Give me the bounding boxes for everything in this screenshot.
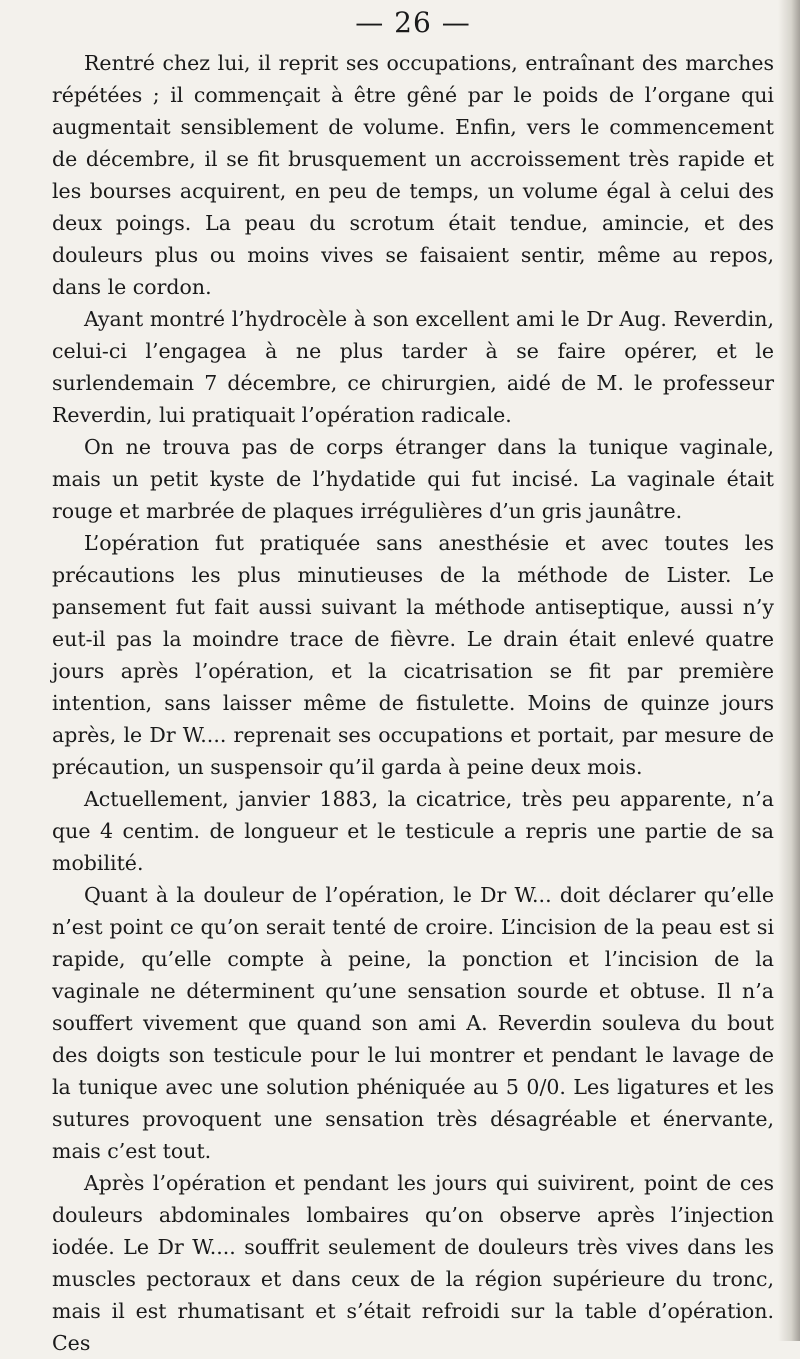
page-number: — 26 — — [355, 6, 471, 39]
paragraph-3: On ne trouva pas de corps étranger dans la tunique vaginale, mais un petit kyste de l’hydatide qui fut incisé. La vaginale était rouge et marbrée de plaques irrégulières d’un gris jaunâtre. — [52, 434, 774, 523]
page-edge-shadow — [778, 0, 800, 1341]
document-page — [52, 8, 774, 1359]
paragraph-5: Actuellement, janvier 1883, la cicatrice, très peu apparente, n’a que 4 centim. de longueur et le testicule a repris une partie de sa mobilité. — [52, 786, 774, 875]
paragraph-4: L’opération fut pratiquée sans anesthésie et avec toutes les précautions les plus minutieuses de la méthode de Lister. Le pansement fut fait aussi suivant la méthode antiseptique, aussi n’y eut-il pas la moindre trace de fièvre. Le drain était enlevé quatre jours après l’opération, et la cicatrisation se fit par première intention, sans laisser même de fistulette. Moins de quinze jours après, le Dr W.... reprenait ses occupations et portait, par mesure de précaution, un suspensoir qu’il garda à peine deux mois. — [52, 530, 774, 779]
paragraph-2: Ayant montré l’hydrocèle à son excellent ami le Dr Aug. Reverdin, celui-ci l’engagea à ne plus tarder à se faire opérer, et le surlendemain 7 décembre, ce chirurgien, aidé de M. le professeur Reverdin, lui pratiquait l’opération radicale. — [52, 306, 774, 427]
paragraph-6: Quant à la douleur de l’opération, le Dr W... doit déclarer qu’elle n’est point ce qu’on serait tenté de croire. L’incision de la peau est si rapide, qu’elle compte à peine, la ponction et l’incision de la vaginale ne déterminent qu’une sensation sourde et obtuse. Il n’a souffert vivement que quand son ami A. Reverdin souleva du bout des doigts son testicule pour le lui montrer et pendant le lavage de la tunique avec une solution phéniquée au 5 0/0. Les ligatures et les sutures provoquent une sensation très désagréable et énervante, mais c’est tout. — [52, 882, 774, 1163]
paragraph-7: Après l’opération et pendant les jours qui suivirent, point de ces douleurs abdominales lombaires qu’on observe après l’injection iodée. Le Dr W.... souffrit seulement de douleurs très vives dans les muscles pectoraux et dans ceux de la région supérieure du tronc, mais il est rhumatisant et s’était refroidi sur la table d’opération. Ces — [52, 1170, 774, 1355]
paragraph-1: Rentré chez lui, il reprit ses occupations, entraînant des marches répétées ; il commençait à être gêné par le poids de l’organe qui augmentait sensiblement de volume. Enfin, vers le commencement de décembre, il se fit brusquement un accroissement très rapide et les bourses acquirent, en peu de temps, un volume égal à celui des deux poings. La peau du scrotum était tendue, amincie, et des douleurs plus ou moins vives se faisaient sentir, même au repos, dans le cordon. — [52, 50, 774, 299]
